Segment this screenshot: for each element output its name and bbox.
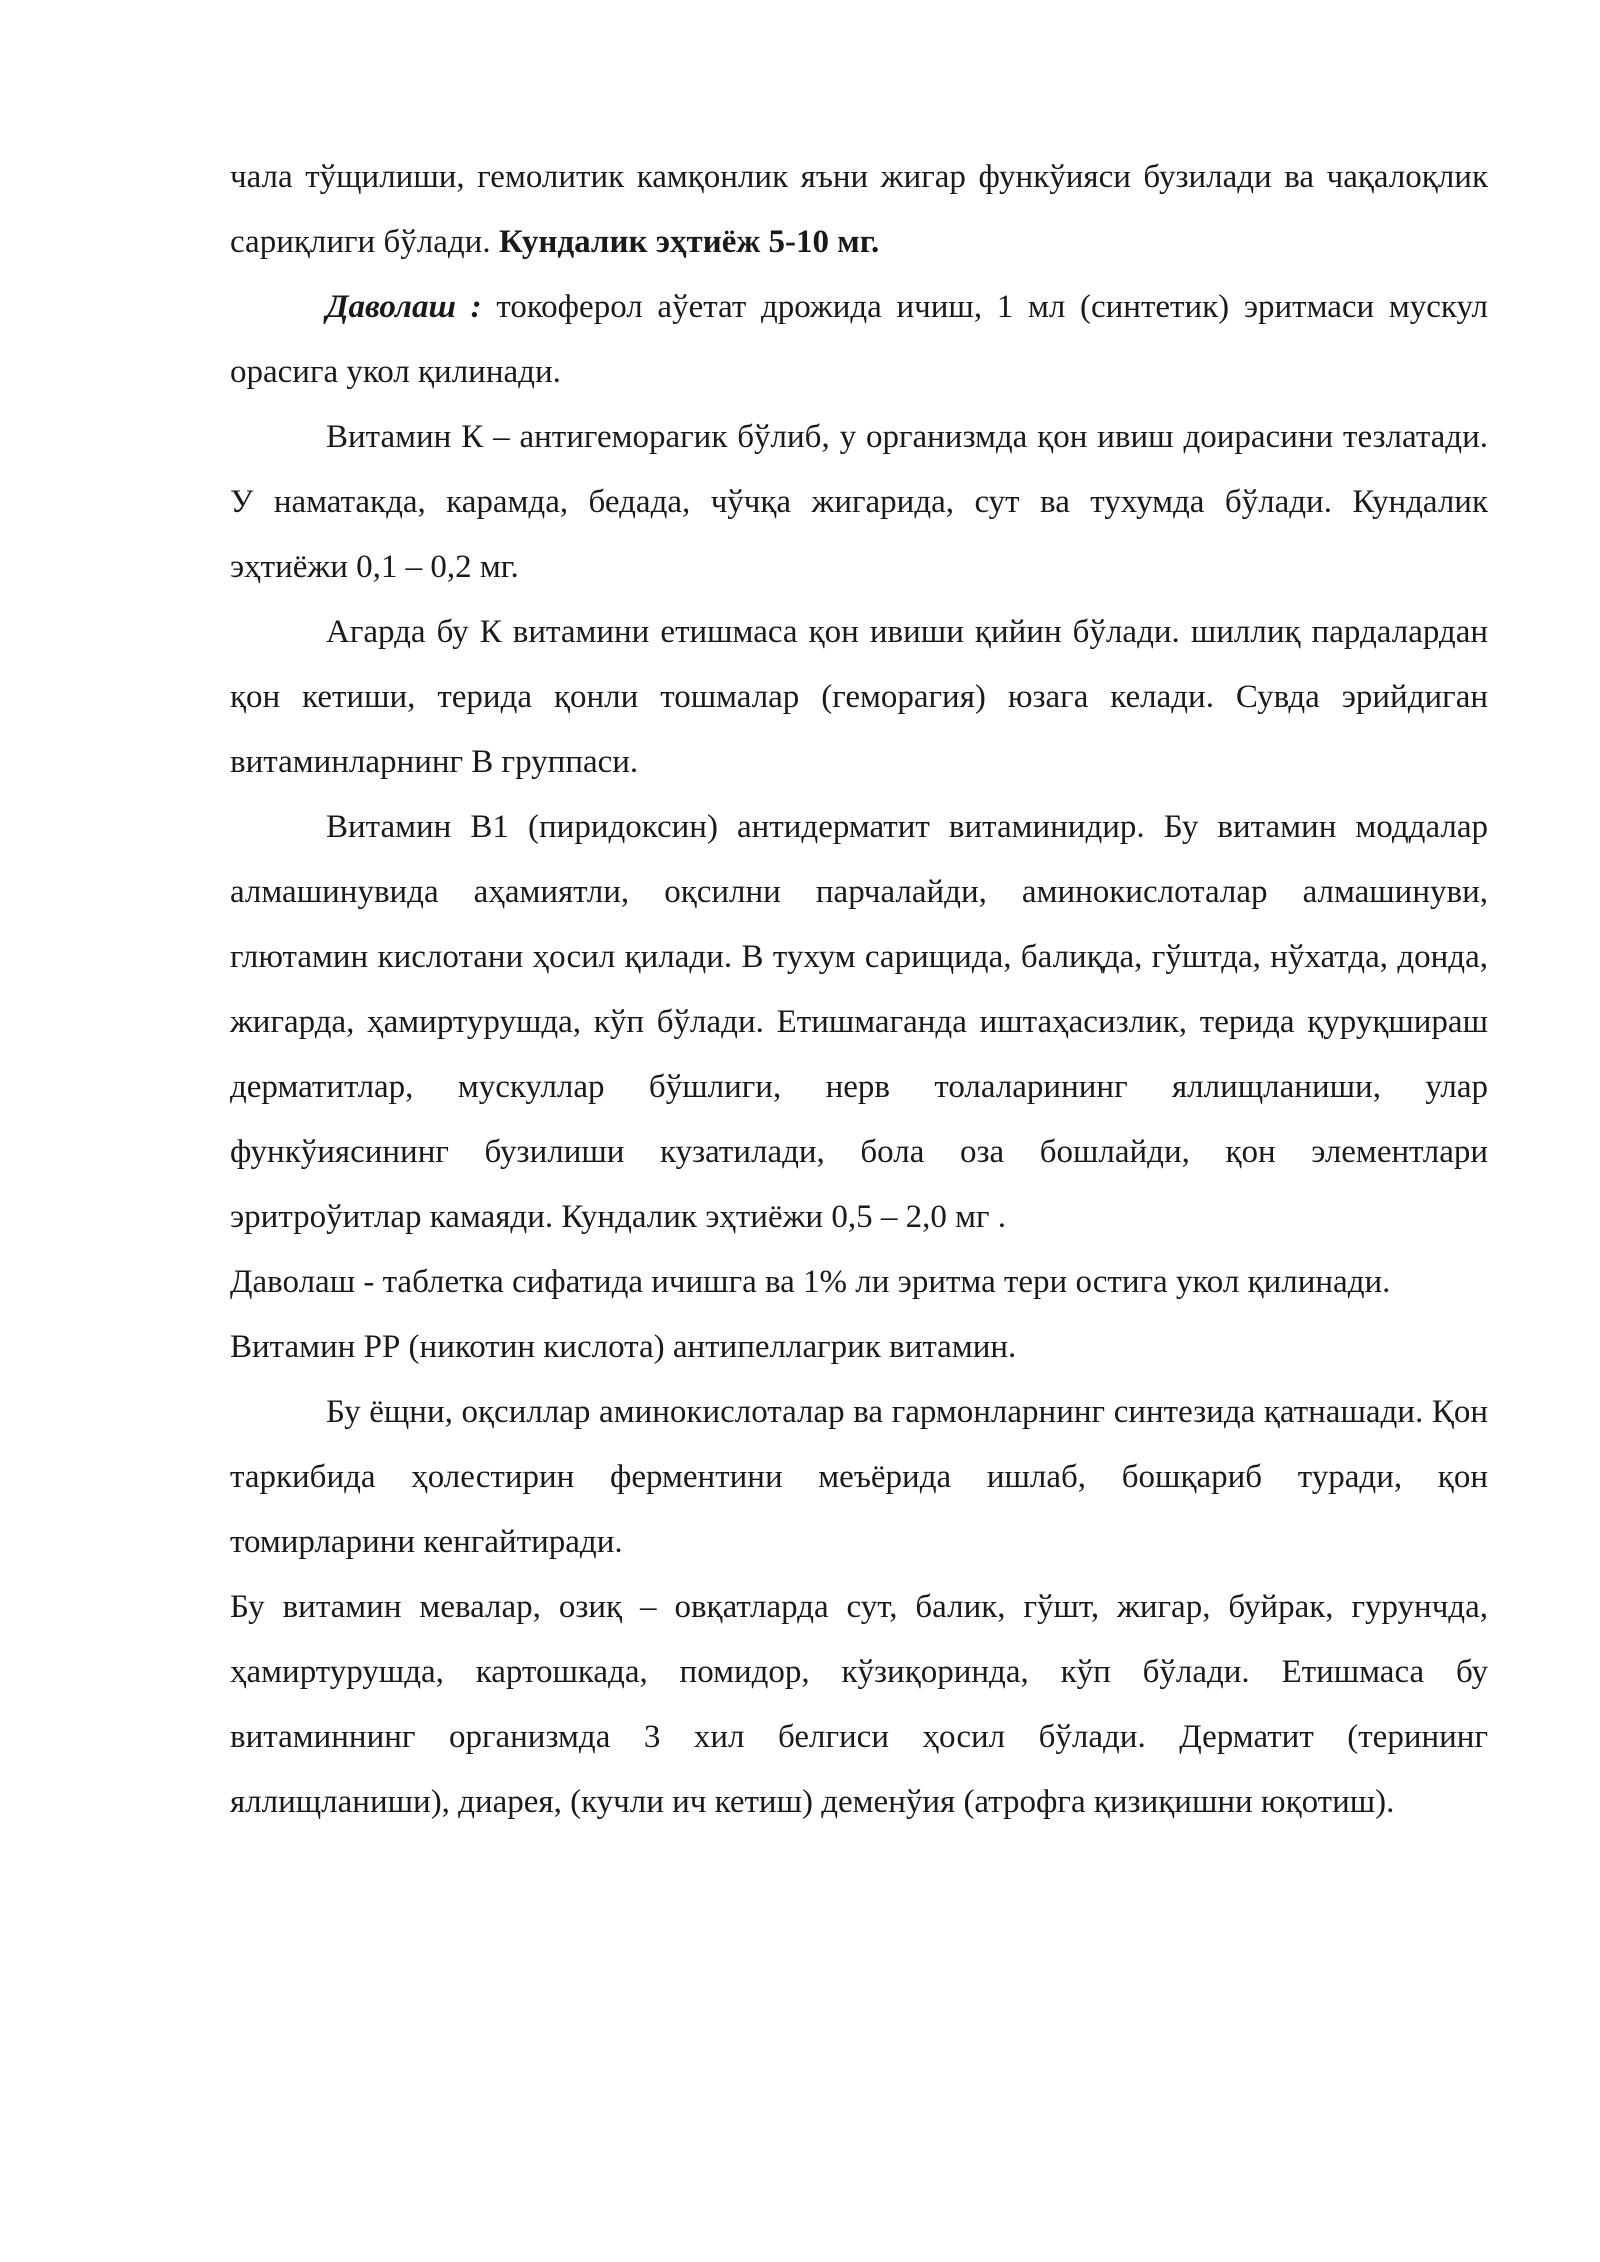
paragraph-6: Даволаш - таблетка сифатида ичишга ва 1% ли эритма тери остига укол қилинади. [230, 1264, 1391, 1300]
paragraph-4: Агарда бу К витамини етишмаса қон ивиши қийин бўлади. шиллиқ пардалардан қон кетиши, терида қонли тошмалар (геморагия) юзага келади. Сувда эрийдиган витаминларнинг В группаси. [230, 614, 1488, 780]
paragraph-8: Бу ёщни, оқсиллар аминокислоталар ва гармонларнинг синтезида қатнашади. Қон таркибида ҳолестирин ферментини меъёрида ишлаб, бошқариб туради, қон томирларини кенгайтиради. [230, 1394, 1488, 1560]
paragraph-2 [230, 275, 1488, 405]
paragraph-1 [230, 145, 1488, 275]
paragraph-2-text: токоферол аўетат дрожида ичиш, 1 мл (синтетик) эритмаси мускул орасига укол қилинади. [230, 289, 1488, 390]
paragraph-9: Бу витамин мевалар, озиқ – овқатларда сут, балик, гўшт, жигар, буйрак, гурунчда, ҳамиртурушда, картошкада, помидор, кўзиқоринда, кўп бўлади. Етишмаса бу витаминнинг организмда 3 хил белгиси ҳосил бўлади. Дерматит (терининг яллищланиши), диарея, (кучли ич кетиш) деменўия (атрофга қизиқишни юқотиш). [230, 1589, 1488, 1820]
document-page [230, 145, 1488, 1835]
paragraph-7: Витамин РР (никотин кислота) антипеллагрик витамин. [230, 1329, 1017, 1365]
paragraph-3: Витамин К – антигеморагик бўлиб, у организмда қон ивиш доирасини тезлатади. У наматакда, карамда, бедада, чўчқа жигарида, сут ва тухумда бўлади. Кундалик эҳтиёжи 0,1 – 0,2 мг. [230, 419, 1488, 585]
paragraph-5: Витамин В1 (пиридоксин) антидерматит витаминидир. Бу витамин моддалар алмашинувида аҳамиятли, оқсилни парчалайди, аминокислоталар алмашинуви, глютамин кислотани ҳосил қилади. В тухум сарищида, балиқда, гўштда, нўхатда, донда, жигарда, ҳамиртурушда, кўп бўлади. Етишмаганда иштаҳасизлик, терида қуруқшираш дерматитлар, мускуллар бўшлиги, нерв толаларининг яллищланиши, улар функўиясининг бузилиши кузатилади, бола оза бошлайди, қон элементлари эритроўитлар камаяди. Кундалик эҳтиёжи 0,5 – 2,0 мг . [230, 809, 1488, 1235]
daily-requirement-bold: Кундалик эҳтиёж 5-10 мг. [498, 224, 880, 260]
treatment-label: Даволаш : [326, 289, 482, 325]
paragraph-1-text: чала тўщилиши, гемолитик камқонлик яъни жигар функўияси бузилади ва чақалоқлик сариқлиги бўлади. [230, 159, 1488, 260]
